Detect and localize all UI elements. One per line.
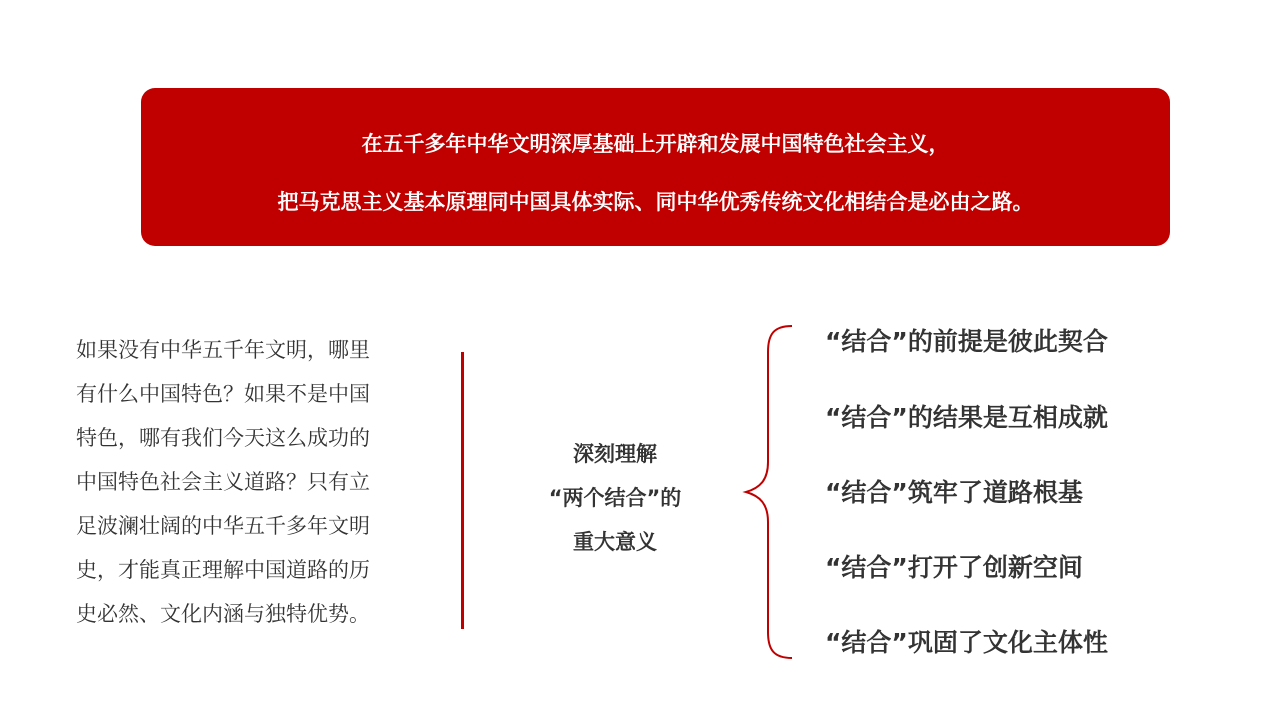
headline-banner — [141, 88, 1170, 246]
center-title-line: 深刻理解 — [573, 442, 657, 466]
list-item: “结合”筑牢了道路根基 — [825, 478, 1083, 507]
list-item: “结合”打开了创新空间 — [825, 553, 1083, 582]
list-item: “结合”的结果是互相成就 — [825, 403, 1108, 432]
center-title-line: 重大意义 — [573, 530, 657, 554]
center-title — [520, 432, 710, 564]
left-paragraph-line: 中国特色社会主义道路？只有立 — [76, 470, 370, 494]
curly-brace-icon — [740, 322, 796, 662]
left-paragraph-line: 足波澜壮阔的中华五千多年文明 — [76, 514, 370, 538]
banner-line-1: 在五千多年中华文明深厚基础上开辟和发展中国特色社会主义， — [361, 131, 950, 156]
left-paragraph-line: 史，才能真正理解中国道路的历 — [76, 558, 370, 582]
left-paragraph — [76, 328, 421, 636]
list-item: “结合”巩固了文化主体性 — [825, 628, 1108, 657]
left-paragraph-line: 如果没有中华五千年文明，哪里 — [76, 338, 370, 362]
left-paragraph-line: 史必然、文化内涵与独特优势。 — [76, 602, 370, 626]
vertical-divider — [461, 352, 464, 629]
center-title-line: “两个结合”的 — [548, 486, 682, 510]
left-paragraph-line: 有什么中国特色？如果不是中国 — [76, 382, 370, 406]
left-paragraph-line: 特色，哪有我们今天这么成功的 — [76, 426, 370, 450]
list-item: “结合”的前提是彼此契合 — [825, 327, 1108, 356]
banner-line-2: 把马克思主义基本原理同中国具体实际、同中华优秀传统文化相结合是必由之路。 — [277, 189, 1034, 214]
